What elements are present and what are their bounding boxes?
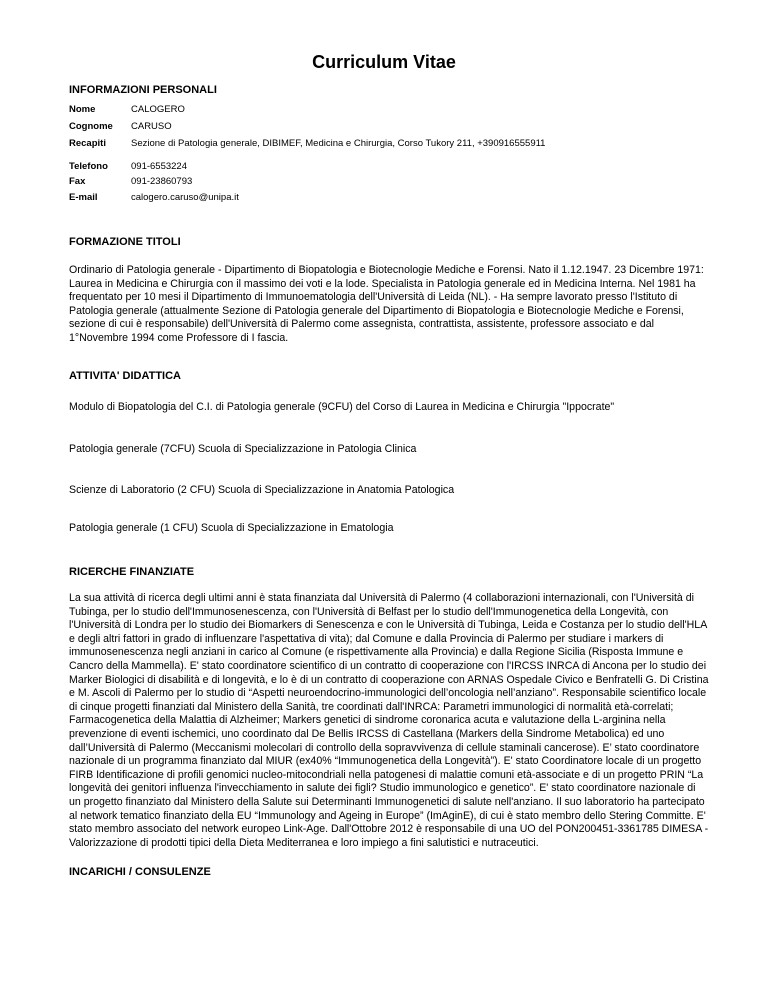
info-value: 091-23860793 xyxy=(131,176,193,187)
didattica-item: Modulo di Biopatologia del C.I. di Patologia generale (9CFU) del Corso di Laurea in Medicina e Chirurgia "Ippocrate" xyxy=(69,401,615,413)
ricerche-paragraph: La sua attività di ricerca degli ultimi anni è stata finanziata dal Università di Palermo (4 collaborazioni internazionali, con l'Università di Tubinga, per lo studio dell'Immunosenescenza, con l'Università di Belfast per lo studio dell'Immunogenetica della Longevità, con l'Università di Londra per lo studio dei Biomarkers di Senescenza e con le Università di Tubinga, Leida e Costanza per lo studio dell'HLA e degli altri fattori in grado di influenzare l'aspettativa di vita); dal Comune e dalla Provincia di Palermo per studiare i markers di immunosenescenza negli anziani in carico al Comune (e rispettivamente alla Provincia) e dalla Regione Sicilia (Risposta Immune e Cancro della Mammella). E' stato coordinatore scientifico di un contratto di cooperazione con l'IRCSS INRCA di Ancona per lo studio dei Marker Biologici di disabilità e di longevità, e lo è di un contratto di cooperazione con ARNAS Ospedale Civico e Benfratelli G. Di Cristina e M. Ascoli di Palermo per lo studio di “Aspetti neuroendocrino-immunologici dell’oncologia nell’anziano”. Responsabile scientifico locale di cinque progetti finanziati dal Ministero della Sanità, tre coordinati dall'INRCA: Parametri immunologici di normalità età-correlati; Farmacogenetica della Malattia di Alzheimer; Markers genetici di sindrome coronarica acuta e valutazione della L-arginina nella prevenzione di eventi ischemici, uno coordinato dal De Bellis IRCSS di Castellana (Markers della Sindrome Metabolica) ed uno dall’Università di Palermo (Meccanismi molecolari di controllo della sopravvivenza di cellule staminali cancerose). E’ stato coordinatore nazionale di un programma finanziato dal MIUR (ex40% “Immunogenetica della Longevità”). E' stato Coordinatore locale di un progetto FIRB Identificazione di profili genomici nucleo-mitocondriali nella patogenesi di malattie comuni età-associate e di un progetto PRIN “La longevità dei genitori influenza l'invecchiamento in salute dei figli? Studio immunologico e genetico”. E' stato coordinatore nazionale di un progetto finanziato dal Ministero della Salute sui Determinanti Immunogenetici di salute nell'anziano. Il suo laboratorio ha partecipato al network tematico finanziato della EU “Immunology and Ageing in Europe” (ImAginE), di cui è stato membro dello Stering Committe. E' stato membro associato del network europeo Link-Age. Dall'Ottobre 2012 è responsabile di una UO del PON200451-3361785 DIMESA - Valorizzazione di prodotti tipici della Dieta Mediterranea e loro impiego a fini salutistici e nutraceutici. xyxy=(69,592,709,849)
info-label: Recapiti xyxy=(69,138,106,149)
section-heading-didattica: ATTIVITA' DIDATTICA xyxy=(69,370,181,382)
info-value: CARUSO xyxy=(131,121,172,132)
info-label: E-mail xyxy=(69,192,98,203)
info-label: Cognome xyxy=(69,121,113,132)
info-label: Nome xyxy=(69,104,96,115)
info-value: calogero.caruso@unipa.it xyxy=(131,192,239,203)
section-heading-incarichi: INCARICHI / CONSULENZE xyxy=(69,866,211,878)
info-label: Telefono xyxy=(69,161,108,172)
info-value: CALOGERO xyxy=(131,104,185,115)
didattica-item: Patologia generale (7CFU) Scuola di Specializzazione in Patologia Clinica xyxy=(69,443,417,455)
section-heading-formazione: FORMAZIONE TITOLI xyxy=(69,236,181,248)
didattica-item: Patologia generale (1 CFU) Scuola di Specializzazione in Ematologia xyxy=(69,522,394,534)
info-label: Fax xyxy=(69,176,86,187)
didattica-item: Scienze di Laboratorio (2 CFU) Scuola di Specializzazione in Anatomia Patologica xyxy=(69,484,455,496)
section-heading-personal: INFORMAZIONI PERSONALI xyxy=(69,84,217,96)
info-value: 091-6553224 xyxy=(131,161,187,172)
page-title: Curriculum Vitae xyxy=(312,52,456,72)
section-heading-ricerche: RICERCHE FINANZIATE xyxy=(69,566,195,578)
info-value: Sezione di Patologia generale, DIBIMEF, Medicina e Chirurgia, Corso Tukory 211, +390916555911 xyxy=(131,138,546,149)
formazione-paragraph: Ordinario di Patologia generale - Dipartimento di Biopatologia e Biotecnologie Mediche e Forensi. Nato il 1.12.1947. 23 Dicembre 1971: Laurea in Medicina e Chirurgia con il massimo dei voti e la lode. Specialista in Patologia generale ed in Medicina Interna. Nel 1981 ha frequentato per 10 mesi il Dipartimento di Immunoematologia dell'Università di Leida (NL). - Ha sempre lavorato presso l'Istituto di Patologia generale (attualmente Sezione di Patologia generale del Dipartimento di Biopatologia e Biotecnologie Mediche e Forensi, sezione di cui è responsabile) dell'Università di Palermo come assegnista, contrattista, assistente, professore associato e dal 1°Novembre 1994 come Professore di I fascia. xyxy=(69,264,704,344)
